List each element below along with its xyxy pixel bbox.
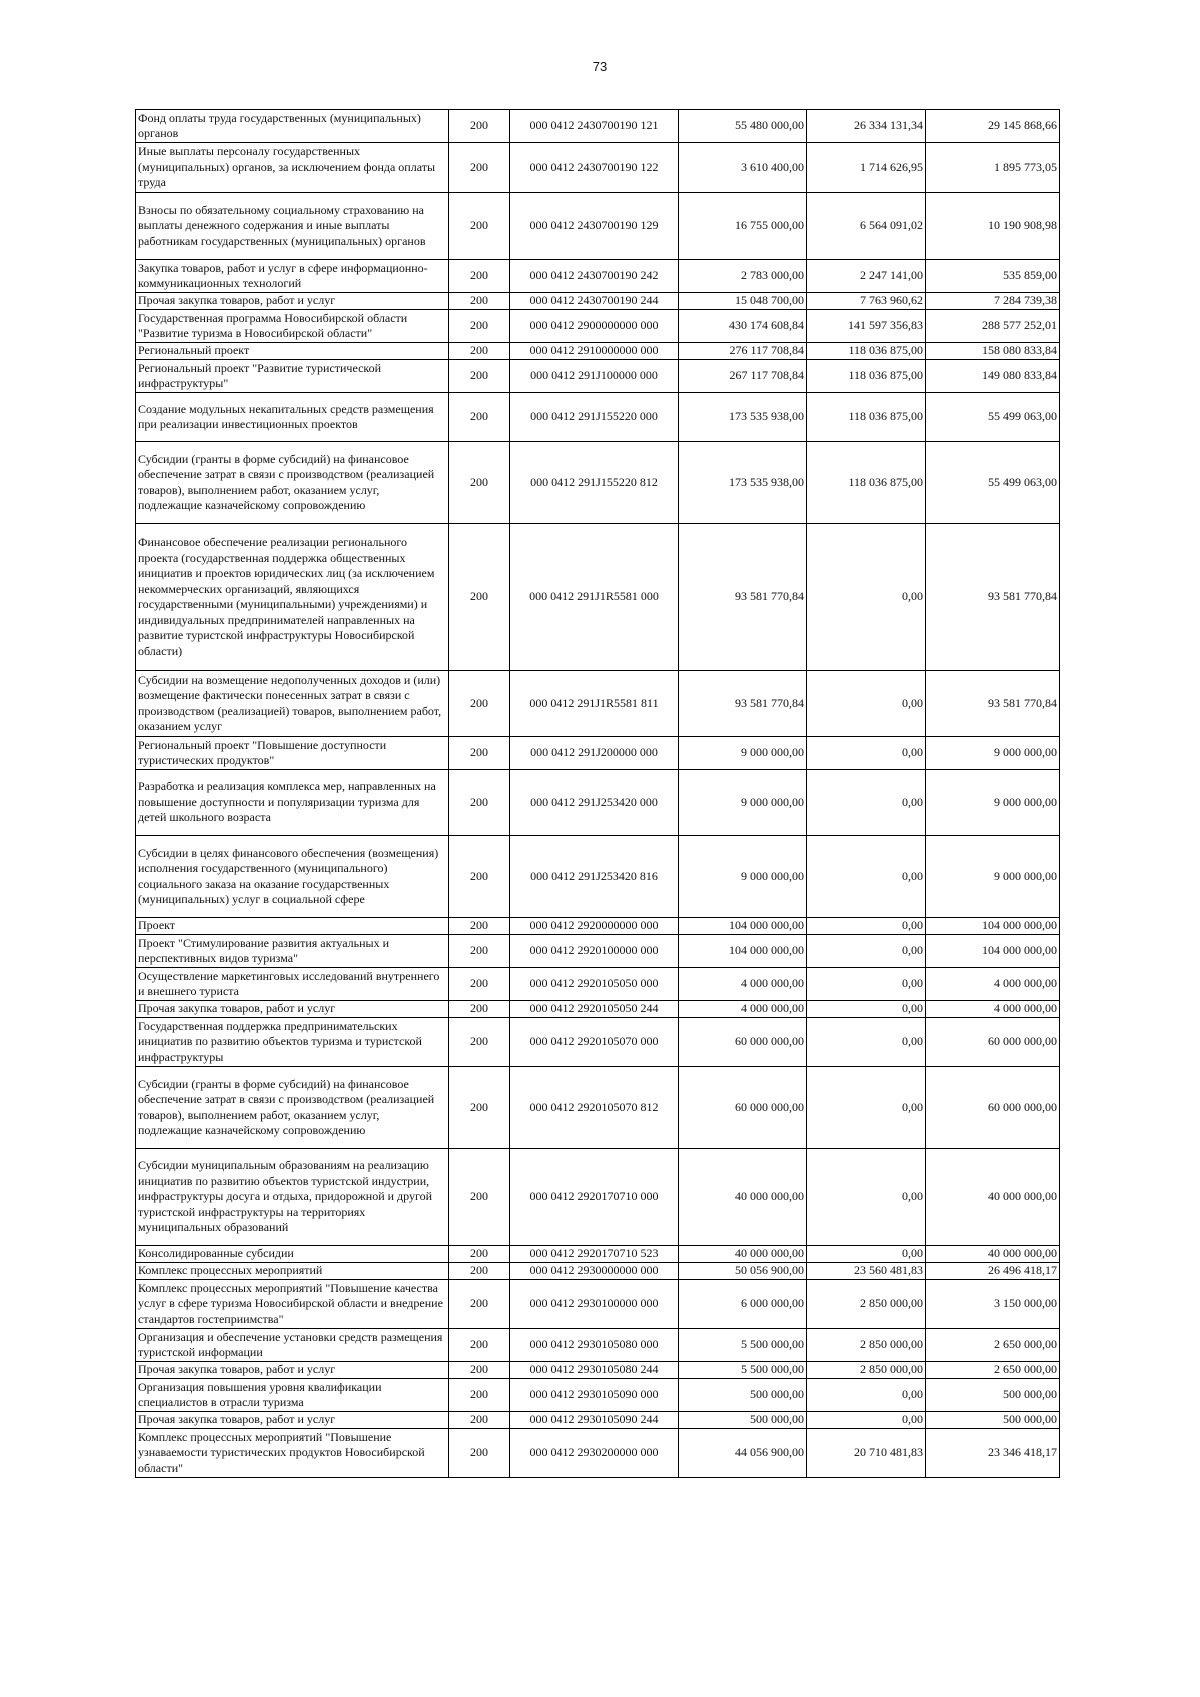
row-remaining-amount: 60 000 000,00	[926, 1018, 1060, 1067]
row-line-code: 200	[449, 143, 510, 193]
row-executed-amount: 0,00	[807, 1246, 926, 1263]
row-executed-amount: 0,00	[807, 1018, 926, 1067]
row-line-code: 200	[449, 343, 510, 360]
row-approved-amount: 40 000 000,00	[679, 1246, 807, 1263]
row-name: Фонд оплаты труда государственных (муниципальных) органов	[136, 110, 449, 143]
row-executed-amount: 26 334 131,34	[807, 110, 926, 143]
row-approved-amount: 9 000 000,00	[679, 737, 807, 770]
row-line-code: 200	[449, 918, 510, 935]
row-budget-classification-code: 000 0412 2920105070 000	[510, 1018, 679, 1067]
row-budget-classification-code: 000 0412 2910000000 000	[510, 343, 679, 360]
row-line-code: 200	[449, 1263, 510, 1280]
table-row	[136, 737, 1060, 770]
row-line-code: 200	[449, 671, 510, 737]
row-budget-classification-code: 000 0412 2930000000 000	[510, 1263, 679, 1280]
row-remaining-amount: 26 496 418,17	[926, 1263, 1060, 1280]
row-approved-amount: 93 581 770,84	[679, 524, 807, 671]
row-line-code: 200	[449, 442, 510, 524]
row-line-code: 200	[449, 524, 510, 671]
row-line-code: 200	[449, 1280, 510, 1329]
row-remaining-amount: 500 000,00	[926, 1412, 1060, 1429]
row-remaining-amount: 9 000 000,00	[926, 836, 1060, 918]
table-row	[136, 836, 1060, 918]
row-name: Субсидии в целях финансового обеспечения (возмещения) исполнения государственного (муниципального) социального заказа на оказание государственных (муниципальных) услуг в социальной сфере	[136, 836, 449, 918]
row-executed-amount: 0,00	[807, 1379, 926, 1412]
row-executed-amount: 6 564 091,02	[807, 193, 926, 260]
table-row	[136, 110, 1060, 143]
row-line-code: 200	[449, 737, 510, 770]
row-approved-amount: 60 000 000,00	[679, 1067, 807, 1149]
budget-execution-table	[135, 109, 1060, 1478]
table-row	[136, 968, 1060, 1001]
row-name: Закупка товаров, работ и услуг в сфере информационно-коммуникационных технологий	[136, 260, 449, 293]
row-line-code: 200	[449, 836, 510, 918]
row-approved-amount: 5 500 000,00	[679, 1362, 807, 1379]
row-remaining-amount: 288 577 252,01	[926, 310, 1060, 343]
row-line-code: 200	[449, 110, 510, 143]
row-name: Государственная программа Новосибирской области "Развитие туризма в Новосибирской области"	[136, 310, 449, 343]
row-name: Взносы по обязательному социальному страхованию на выплаты денежного содержания и иные выплаты работникам государственных (муниципальных) органов	[136, 193, 449, 260]
row-executed-amount: 0,00	[807, 524, 926, 671]
row-name: Осуществление маркетинговых исследований внутреннего и внешнего туриста	[136, 968, 449, 1001]
row-approved-amount: 267 117 708,84	[679, 360, 807, 393]
row-budget-classification-code: 000 0412 2900000000 000	[510, 310, 679, 343]
row-name: Организация повышения уровня квалификации специалистов в отрасли туризма	[136, 1379, 449, 1412]
table-row	[136, 343, 1060, 360]
row-name: Субсидии (гранты в форме субсидий) на финансовое обеспечение затрат в связи с производством (реализацией товаров), выполнением работ, оказанием услуг, подлежащие казначейскому сопровождению	[136, 442, 449, 524]
row-approved-amount: 15 048 700,00	[679, 293, 807, 310]
row-budget-classification-code: 000 0412 291J155220 812	[510, 442, 679, 524]
row-line-code: 200	[449, 393, 510, 442]
table-row	[136, 918, 1060, 935]
table-row	[136, 1001, 1060, 1018]
row-remaining-amount: 40 000 000,00	[926, 1149, 1060, 1246]
row-line-code: 200	[449, 1379, 510, 1412]
row-line-code: 200	[449, 1429, 510, 1478]
row-budget-classification-code: 000 0412 2930100000 000	[510, 1280, 679, 1329]
row-name: Региональный проект "Повышение доступности туристических продуктов"	[136, 737, 449, 770]
row-executed-amount: 0,00	[807, 1001, 926, 1018]
row-name: Консолидированные субсидии	[136, 1246, 449, 1263]
row-remaining-amount: 149 080 833,84	[926, 360, 1060, 393]
row-executed-amount: 118 036 875,00	[807, 343, 926, 360]
row-remaining-amount: 535 859,00	[926, 260, 1060, 293]
row-name: Создание модульных некапитальных средств размещения при реализации инвестиционных проектов	[136, 393, 449, 442]
row-line-code: 200	[449, 1246, 510, 1263]
row-name: Финансовое обеспечение реализации регионального проекта (государственная поддержка общественных инициатив и проектов юридических лиц (за исключением некоммерческих организаций, являющихся государственными (муниципальными) учреждениями) и индивидуальных предпринимателей направленных на развитие туристской инфраструктуры Новосибирской области)	[136, 524, 449, 671]
row-approved-amount: 9 000 000,00	[679, 770, 807, 836]
row-approved-amount: 50 056 900,00	[679, 1263, 807, 1280]
row-remaining-amount: 3 150 000,00	[926, 1280, 1060, 1329]
row-executed-amount: 0,00	[807, 918, 926, 935]
row-approved-amount: 173 535 938,00	[679, 442, 807, 524]
row-remaining-amount: 23 346 418,17	[926, 1429, 1060, 1478]
row-line-code: 200	[449, 1412, 510, 1429]
row-budget-classification-code: 000 0412 2930105090 244	[510, 1412, 679, 1429]
table-row	[136, 524, 1060, 671]
row-remaining-amount: 55 499 063,00	[926, 393, 1060, 442]
row-budget-classification-code: 000 0412 2430700190 122	[510, 143, 679, 193]
row-budget-classification-code: 000 0412 2430700190 244	[510, 293, 679, 310]
row-line-code: 200	[449, 1329, 510, 1362]
table-row	[136, 1412, 1060, 1429]
row-executed-amount: 2 247 141,00	[807, 260, 926, 293]
table-row	[136, 193, 1060, 260]
row-approved-amount: 6 000 000,00	[679, 1280, 807, 1329]
table-row	[136, 935, 1060, 968]
row-approved-amount: 430 174 608,84	[679, 310, 807, 343]
row-budget-classification-code: 000 0412 2920170710 000	[510, 1149, 679, 1246]
row-budget-classification-code: 000 0412 2430700190 242	[510, 260, 679, 293]
row-budget-classification-code: 000 0412 2920105070 812	[510, 1067, 679, 1149]
table-row	[136, 1018, 1060, 1067]
row-line-code: 200	[449, 1018, 510, 1067]
row-name: Региональный проект "Развитие туристической инфраструктуры"	[136, 360, 449, 393]
row-line-code: 200	[449, 293, 510, 310]
row-executed-amount: 0,00	[807, 968, 926, 1001]
row-remaining-amount: 104 000 000,00	[926, 918, 1060, 935]
row-executed-amount: 118 036 875,00	[807, 360, 926, 393]
row-approved-amount: 2 783 000,00	[679, 260, 807, 293]
row-budget-classification-code: 000 0412 2930105090 000	[510, 1379, 679, 1412]
table-row	[136, 671, 1060, 737]
row-name: Прочая закупка товаров, работ и услуг	[136, 293, 449, 310]
row-executed-amount: 0,00	[807, 671, 926, 737]
row-executed-amount: 2 850 000,00	[807, 1362, 926, 1379]
row-name: Разработка и реализация комплекса мер, направленных на повышение доступности и популяризации туризма для детей школьного возраста	[136, 770, 449, 836]
row-name: Прочая закупка товаров, работ и услуг	[136, 1362, 449, 1379]
table-row	[136, 360, 1060, 393]
row-line-code: 200	[449, 310, 510, 343]
row-approved-amount: 40 000 000,00	[679, 1149, 807, 1246]
row-name: Прочая закупка товаров, работ и услуг	[136, 1412, 449, 1429]
table-row	[136, 1067, 1060, 1149]
row-approved-amount: 500 000,00	[679, 1379, 807, 1412]
row-executed-amount: 1 714 626,95	[807, 143, 926, 193]
row-name: Государственная поддержка предпринимательских инициатив по развитию объектов туризма и туристской инфраструктуры	[136, 1018, 449, 1067]
table-row	[136, 310, 1060, 343]
table-row	[136, 1149, 1060, 1246]
page-number: 73	[592, 59, 608, 74]
row-line-code: 200	[449, 1362, 510, 1379]
row-remaining-amount: 2 650 000,00	[926, 1362, 1060, 1379]
table-row	[136, 1263, 1060, 1280]
row-executed-amount: 0,00	[807, 1412, 926, 1429]
table-row	[136, 393, 1060, 442]
row-executed-amount: 118 036 875,00	[807, 393, 926, 442]
row-name: Субсидии муниципальным образованиям на реализацию инициатив по развитию объектов туристской индустрии, инфраструктуры досуга и отдыха, придорожной и другой туристской инфраструктуры на территориях муниципальных образований	[136, 1149, 449, 1246]
row-budget-classification-code: 000 0412 2430700190 121	[510, 110, 679, 143]
row-name: Региональный проект	[136, 343, 449, 360]
row-line-code: 200	[449, 1067, 510, 1149]
table-row	[136, 143, 1060, 193]
row-budget-classification-code: 000 0412 2920170710 523	[510, 1246, 679, 1263]
row-approved-amount: 4 000 000,00	[679, 1001, 807, 1018]
row-budget-classification-code: 000 0412 2920000000 000	[510, 918, 679, 935]
row-approved-amount: 500 000,00	[679, 1412, 807, 1429]
row-line-code: 200	[449, 260, 510, 293]
row-executed-amount: 0,00	[807, 737, 926, 770]
row-executed-amount: 0,00	[807, 836, 926, 918]
row-budget-classification-code: 000 0412 291J1R5581 811	[510, 671, 679, 737]
table-row	[136, 1429, 1060, 1478]
row-remaining-amount: 2 650 000,00	[926, 1329, 1060, 1362]
row-name: Проект	[136, 918, 449, 935]
row-budget-classification-code: 000 0412 2930105080 244	[510, 1362, 679, 1379]
row-approved-amount: 104 000 000,00	[679, 935, 807, 968]
row-approved-amount: 9 000 000,00	[679, 836, 807, 918]
row-approved-amount: 60 000 000,00	[679, 1018, 807, 1067]
table-row	[136, 1362, 1060, 1379]
row-remaining-amount: 4 000 000,00	[926, 968, 1060, 1001]
row-name: Прочая закупка товаров, работ и услуг	[136, 1001, 449, 1018]
row-budget-classification-code: 000 0412 2920105050 244	[510, 1001, 679, 1018]
row-remaining-amount: 7 284 739,38	[926, 293, 1060, 310]
row-approved-amount: 4 000 000,00	[679, 968, 807, 1001]
row-approved-amount: 5 500 000,00	[679, 1329, 807, 1362]
row-approved-amount: 276 117 708,84	[679, 343, 807, 360]
row-remaining-amount: 55 499 063,00	[926, 442, 1060, 524]
row-line-code: 200	[449, 1001, 510, 1018]
row-executed-amount: 2 850 000,00	[807, 1329, 926, 1362]
row-budget-classification-code: 000 0412 2930200000 000	[510, 1429, 679, 1478]
table-row	[136, 1280, 1060, 1329]
row-approved-amount: 173 535 938,00	[679, 393, 807, 442]
row-budget-classification-code: 000 0412 291J253420 816	[510, 836, 679, 918]
row-executed-amount: 2 850 000,00	[807, 1280, 926, 1329]
row-name: Иные выплаты персоналу государственных (муниципальных) органов, за исключением фонда оплаты труда	[136, 143, 449, 193]
row-line-code: 200	[449, 360, 510, 393]
row-remaining-amount: 4 000 000,00	[926, 1001, 1060, 1018]
row-name: Комплекс процессных мероприятий "Повышение качества услуг в сфере туризма Новосибирской области и внедрение стандартов гостеприимства"	[136, 1280, 449, 1329]
row-approved-amount: 3 610 400,00	[679, 143, 807, 193]
row-budget-classification-code: 000 0412 291J253420 000	[510, 770, 679, 836]
row-executed-amount: 20 710 481,83	[807, 1429, 926, 1478]
row-name: Комплекс процессных мероприятий "Повышение узнаваемости туристических продуктов Новосибирской области"	[136, 1429, 449, 1478]
row-budget-classification-code: 000 0412 291J155220 000	[510, 393, 679, 442]
row-line-code: 200	[449, 968, 510, 1001]
row-line-code: 200	[449, 770, 510, 836]
row-remaining-amount: 500 000,00	[926, 1379, 1060, 1412]
row-budget-classification-code: 000 0412 2930105080 000	[510, 1329, 679, 1362]
row-remaining-amount: 93 581 770,84	[926, 671, 1060, 737]
row-remaining-amount: 93 581 770,84	[926, 524, 1060, 671]
row-line-code: 200	[449, 935, 510, 968]
row-budget-classification-code: 000 0412 2920100000 000	[510, 935, 679, 968]
table-row	[136, 442, 1060, 524]
table-row	[136, 1246, 1060, 1263]
row-executed-amount: 0,00	[807, 770, 926, 836]
row-name: Субсидии (гранты в форме субсидий) на финансовое обеспечение затрат в связи с производством (реализацией товаров), выполнением работ, оказанием услуг, подлежащие казначейскому сопровождению	[136, 1067, 449, 1149]
row-budget-classification-code: 000 0412 2430700190 129	[510, 193, 679, 260]
row-line-code: 200	[449, 193, 510, 260]
table-row	[136, 293, 1060, 310]
row-line-code: 200	[449, 1149, 510, 1246]
table-row	[136, 770, 1060, 836]
row-approved-amount: 104 000 000,00	[679, 918, 807, 935]
row-name: Организация и обеспечение установки средств размещения туристской информации	[136, 1329, 449, 1362]
row-remaining-amount: 29 145 868,66	[926, 110, 1060, 143]
row-executed-amount: 0,00	[807, 935, 926, 968]
table-row	[136, 260, 1060, 293]
row-remaining-amount: 158 080 833,84	[926, 343, 1060, 360]
row-executed-amount: 23 560 481,83	[807, 1263, 926, 1280]
row-approved-amount: 44 056 900,00	[679, 1429, 807, 1478]
row-remaining-amount: 10 190 908,98	[926, 193, 1060, 260]
row-budget-classification-code: 000 0412 2920105050 000	[510, 968, 679, 1001]
row-approved-amount: 55 480 000,00	[679, 110, 807, 143]
row-executed-amount: 0,00	[807, 1149, 926, 1246]
row-remaining-amount: 1 895 773,05	[926, 143, 1060, 193]
row-budget-classification-code: 000 0412 291J100000 000	[510, 360, 679, 393]
table-row	[136, 1329, 1060, 1362]
row-name: Субсидии на возмещение недополученных доходов и (или) возмещение фактически понесенных затрат в связи с производством (реализацией) товаров, выполнением работ, оказанием услуг	[136, 671, 449, 737]
row-name: Проект "Стимулирование развития актуальных и перспективных видов туризма"	[136, 935, 449, 968]
row-executed-amount: 141 597 356,83	[807, 310, 926, 343]
row-budget-classification-code: 000 0412 291J200000 000	[510, 737, 679, 770]
row-executed-amount: 118 036 875,00	[807, 442, 926, 524]
row-remaining-amount: 60 000 000,00	[926, 1067, 1060, 1149]
row-remaining-amount: 104 000 000,00	[926, 935, 1060, 968]
row-approved-amount: 16 755 000,00	[679, 193, 807, 260]
row-executed-amount: 7 763 960,62	[807, 293, 926, 310]
row-remaining-amount: 9 000 000,00	[926, 737, 1060, 770]
row-name: Комплекс процессных мероприятий	[136, 1263, 449, 1280]
row-approved-amount: 93 581 770,84	[679, 671, 807, 737]
table-row	[136, 1379, 1060, 1412]
row-remaining-amount: 40 000 000,00	[926, 1246, 1060, 1263]
row-remaining-amount: 9 000 000,00	[926, 770, 1060, 836]
row-budget-classification-code: 000 0412 291J1R5581 000	[510, 524, 679, 671]
row-executed-amount: 0,00	[807, 1067, 926, 1149]
